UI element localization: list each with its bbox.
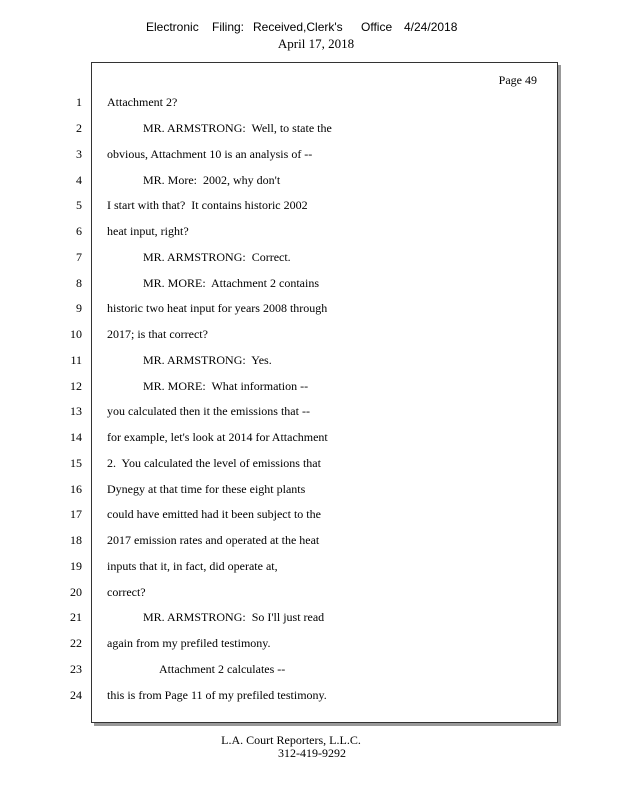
transcript-line: you calculated then it the emissions that -- [107, 404, 310, 418]
line-number: 16 [70, 482, 82, 496]
line-number: 6 [76, 224, 82, 238]
stamp-electronic: Electronic [146, 20, 199, 34]
line-number: 17 [70, 507, 82, 521]
transcript-line: MR. ARMSTRONG: So I'll just read [143, 610, 325, 624]
transcript-line: again from my prefiled testimony. [107, 636, 271, 650]
transcript-line: 2. You calculated the level of emissions that [107, 456, 321, 470]
transcript-line: I start with that? It contains historic 2002 [107, 198, 308, 212]
transcript-line: MR. More: 2002, why don't [143, 173, 281, 187]
transcript-line: Attachment 2 calculates -- [159, 662, 286, 676]
transcript-line: this is from Page 11 of my prefiled testimony. [107, 688, 327, 702]
hearing-date: April 17, 2018 [277, 36, 355, 51]
transcript-line: MR. ARMSTRONG: Yes. [143, 353, 272, 367]
transcript-line: MR. ARMSTRONG: Well, to state the [143, 121, 332, 135]
stamp-office: Office [361, 20, 393, 34]
line-number: 21 [70, 610, 82, 624]
transcript-line: MR. ARMSTRONG: Correct. [143, 250, 291, 264]
transcript-line: inputs that it, in fact, did operate at, [107, 559, 278, 573]
line-number: 20 [70, 585, 82, 599]
line-number: 24 [70, 688, 82, 702]
line-number: 12 [70, 379, 82, 393]
transcript-line: heat input, right? [107, 224, 189, 238]
line-number: 4 [76, 173, 82, 187]
line-number: 2 [76, 121, 82, 135]
line-number: 10 [70, 327, 82, 341]
transcript-line: 2017; is that correct? [107, 327, 208, 341]
line-number: 5 [76, 198, 82, 212]
line-number: 19 [70, 559, 82, 573]
transcript-line: historic two heat input for years 2008 through [107, 301, 328, 315]
line-number: 1 [76, 95, 82, 109]
line-number: 23 [70, 662, 82, 676]
stamp-date: 4/24/2018 [404, 20, 458, 34]
line-number: 9 [76, 301, 82, 315]
transcript-line: correct? [107, 585, 146, 599]
reporter-company: L.A. Court Reporters, L.L.C. [221, 733, 361, 747]
transcript-line: 2017 emission rates and operated at the heat [107, 533, 320, 547]
transcript-line: MR. MORE: Attachment 2 contains [143, 276, 319, 290]
line-number: 15 [70, 456, 82, 470]
transcript-line: for example, let's look at 2014 for Attachment [107, 430, 328, 444]
transcript-line: MR. MORE: What information -- [143, 379, 309, 393]
transcript-line: obvious, Attachment 10 is an analysis of -- [107, 147, 313, 161]
line-number: 13 [70, 404, 82, 418]
line-number: 7 [76, 250, 82, 264]
stamp-received: Received,Clerk's [253, 20, 343, 34]
line-number: 3 [76, 147, 82, 161]
line-number: 14 [70, 430, 82, 444]
transcript-line: could have emitted had it been subject to the [107, 507, 321, 521]
page-number: Page 49 [498, 73, 537, 87]
line-number: 11 [70, 353, 82, 367]
line-number: 22 [70, 636, 82, 650]
line-number: 8 [76, 276, 82, 290]
transcript-line: Dynegy at that time for these eight plants [107, 482, 306, 496]
stamp-filing: Filing: [212, 20, 245, 34]
line-number: 18 [70, 533, 82, 547]
transcript-line: Attachment 2? [107, 95, 178, 109]
